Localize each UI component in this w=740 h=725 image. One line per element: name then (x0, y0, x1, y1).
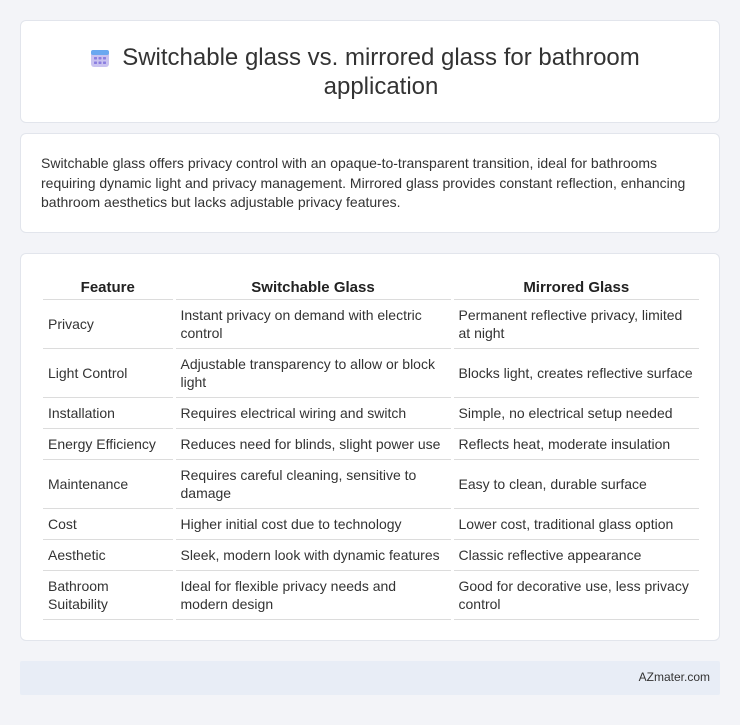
table-header-row (43, 275, 699, 299)
page-title: Switchable glass vs. mirrored glass for bathroom application (122, 44, 640, 100)
switchable-cell: Ideal for flexible privacy needs and modern design (174, 570, 452, 619)
mirrored-cell: Permanent reflective privacy, limited at night (452, 299, 699, 348)
comparison-table-card (20, 253, 720, 641)
header-switchable-glass: Switchable Glass (174, 275, 452, 299)
switchable-cell: Adjustable transparency to allow or block light (174, 348, 452, 397)
feature-cell: Installation (43, 397, 174, 428)
mirrored-cell: Lower cost, traditional glass option (452, 508, 699, 539)
summary-text: Switchable glass offers privacy control with an opaque-to-transparent transition, ideal for bathrooms requiring dynamic light and privacy management. Mirrored glass provides constant reflection, enhancing bathroom aesthetics but lacks adjustable privacy features. (41, 155, 686, 210)
table-row (43, 428, 699, 459)
table-row (43, 570, 699, 619)
table-row (43, 397, 699, 428)
feature-cell: Energy Efficiency (43, 428, 174, 459)
table-row (43, 459, 699, 508)
table-row (43, 539, 699, 570)
table-row (43, 299, 699, 348)
switchable-cell: Instant privacy on demand with electric control (174, 299, 452, 348)
switchable-cell: Reduces need for blinds, slight power use (174, 428, 452, 459)
switchable-cell: Requires electrical wiring and switch (174, 397, 452, 428)
feature-cell: Cost (43, 508, 174, 539)
mirrored-cell: Reflects heat, moderate insulation (452, 428, 699, 459)
switchable-cell: Sleek, modern look with dynamic features (174, 539, 452, 570)
switchable-cell: Requires careful cleaning, sensitive to damage (174, 459, 452, 508)
mirrored-cell: Simple, no electrical setup needed (452, 397, 699, 428)
summary-card (20, 133, 720, 233)
header-mirrored-glass: Mirrored Glass (452, 275, 699, 299)
switchable-cell: Higher initial cost due to technology (174, 508, 452, 539)
mirrored-cell: Blocks light, creates reflective surface (452, 348, 699, 397)
feature-cell: Aesthetic (43, 539, 174, 570)
table-row (43, 348, 699, 397)
footer-bar (20, 661, 720, 695)
feature-cell: Bathroom Suitability (43, 570, 174, 619)
title-card (20, 20, 720, 123)
mirrored-cell: Easy to clean, durable surface (452, 459, 699, 508)
mirrored-cell: Classic reflective appearance (452, 539, 699, 570)
feature-cell: Maintenance (43, 459, 174, 508)
feature-cell: Light Control (43, 348, 174, 397)
table-row (43, 508, 699, 539)
footer-brand: AZmater.com (638, 670, 710, 684)
feature-cell: Privacy (43, 299, 174, 348)
header-feature: Feature (43, 275, 174, 299)
mirrored-cell: Good for decorative use, less privacy control (452, 570, 699, 619)
comparison-table (43, 275, 699, 620)
